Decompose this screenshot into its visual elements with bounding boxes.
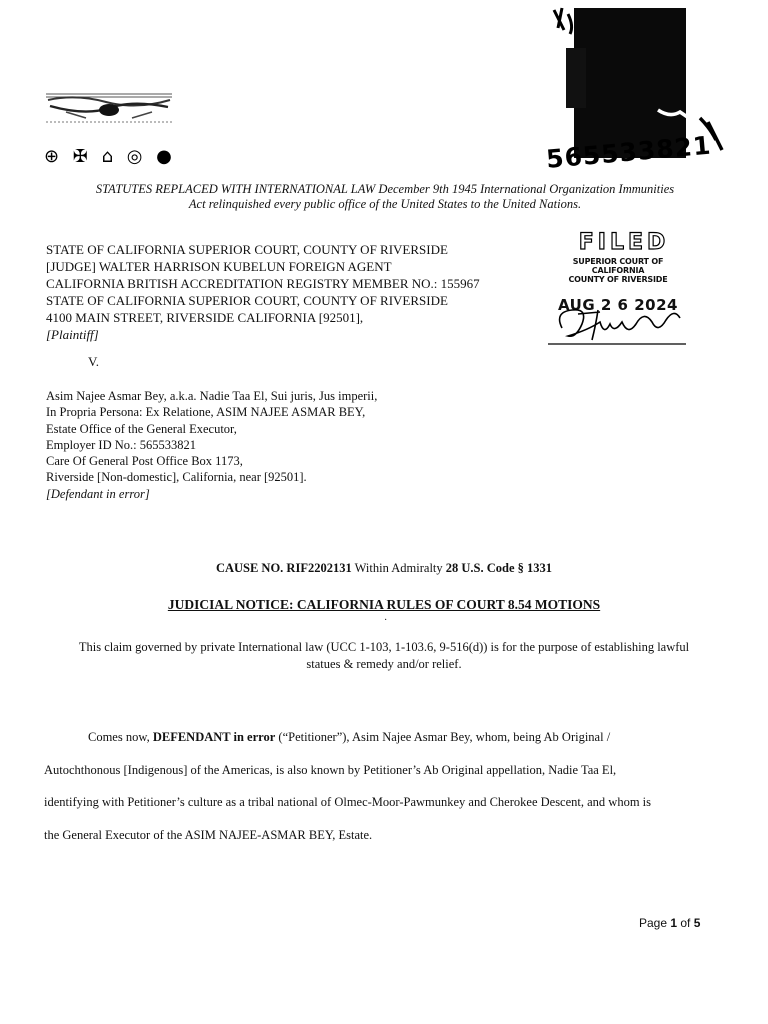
defendant-line-6: Riverside [Non-domestic], California, near [92501]. [46,470,307,485]
stamp-date: AUG 2 6 2024 [558,296,678,314]
body-line-3: identifying with Petitioner’s culture as a tribal national of Olmec-Moor-Pawmunkey and Cherokee Descent, and whom is [44,795,652,810]
body-line-1-end: (“Petitioner”), Asim Najee Asmar Bey, whom, being Ab Original / [275,730,611,744]
body-paragraph [44,721,734,851]
claim-statement [44,639,724,673]
defendant-line-1: Asim Najee Asmar Bey, a.k.a. Nadie Taa El, Sui juris, Jus imperii, [46,389,378,403]
stamp-court-line-2: COUNTY OF RIVERSIDE [568,275,668,284]
caption-line-5: 4100 MAIN STREET, RIVERSIDE CALIFORNIA [92501], [46,310,364,325]
plaintiff-label: [Plaintiff] [46,327,99,342]
page-label: Page [639,916,671,930]
defendant-in-error-term: DEFENDANT in error [152,730,276,744]
plaintiff-caption [46,241,480,343]
body-line-2: Autochthonous [Indigenous] of the Americas, is also known by Petitioner’s Ab Original appellation, Nadie Taa El, [44,762,617,777]
page-of-label: of [677,916,694,930]
handwritten-number: 565533821 [545,130,713,174]
body-line-4: the General Executor of the ASIM NAJEE-ASMAR BEY, Estate. [44,827,373,842]
stamp-court [548,257,688,284]
emblem-symbol-row: ⊕ ✠ ⌂ ◎ ● [44,146,176,167]
banner-line-1: STATUTES REPLACED WITH INTERNATIONAL LAW December 9th 1945 International Organization Immunities [95,182,675,196]
body-line-1-start: Comes now, [88,730,153,744]
caption-line-1: STATE OF CALIFORNIA SUPERIOR COURT, COUNTY OF RIVERSIDE [46,242,448,257]
document-heading: JUDICIAL NOTICE: CALIFORNIA RULES OF COURT 8.54 MOTIONS [167,597,601,612]
cause-within: Within Admiralty [351,561,446,575]
defendant-caption [46,388,377,502]
stamp-court-line-1: SUPERIOR COURT OF CALIFORNIA [572,257,664,275]
caption-line-4: STATE OF CALIFORNIA SUPERIOR COURT, COUNTY OF RIVERSIDE [46,293,448,308]
defendant-line-3: Estate Office of the General Executor, [46,421,237,436]
stray-mark: · [384,615,388,626]
cause-code: 28 U.S. Code § 1331 [445,561,553,575]
claim-line-1: This claim governed by private International law (UCC 1-103, 1-103.6, 9-516(d)) is for the purpose of establishing lawful [78,640,690,654]
page-current: 1 [670,916,678,930]
page-number [639,916,700,930]
claim-line-2: statues & remedy and/or relief. [306,657,462,671]
caption-line-2: [JUDGE] WALTER HARRISON KUBELUN FOREIGN AGENT [46,259,392,274]
banner-line-2: Act relinquished every public office of the United States to the United Nations. [188,197,582,211]
statutes-banner [50,182,720,212]
cause-number-line [0,561,768,576]
stamp-title: FILED [578,230,670,255]
defendant-line-5: Care Of General Post Office Box 1173, [46,454,243,469]
defendant-line-2: In Propria Persona: Ex Relatione, ASIM NAJEE ASMAR BEY, [46,405,366,420]
defendant-label: [Defendant in error] [46,486,150,501]
clerk-signature [548,300,688,350]
caption-line-3: CALIFORNIA BRITISH ACCREDITATION REGISTRY MEMBER NO.: 155967 [46,276,480,291]
seal-emblem-image [46,90,172,126]
page-total: 5 [693,916,701,930]
body-line-1 [44,721,734,754]
versus-label: V. [88,354,99,369]
cause-number: CAUSE NO. RIF2202131 [215,561,352,575]
defendant-line-4: Employer ID No.: 565533821 [46,437,196,452]
